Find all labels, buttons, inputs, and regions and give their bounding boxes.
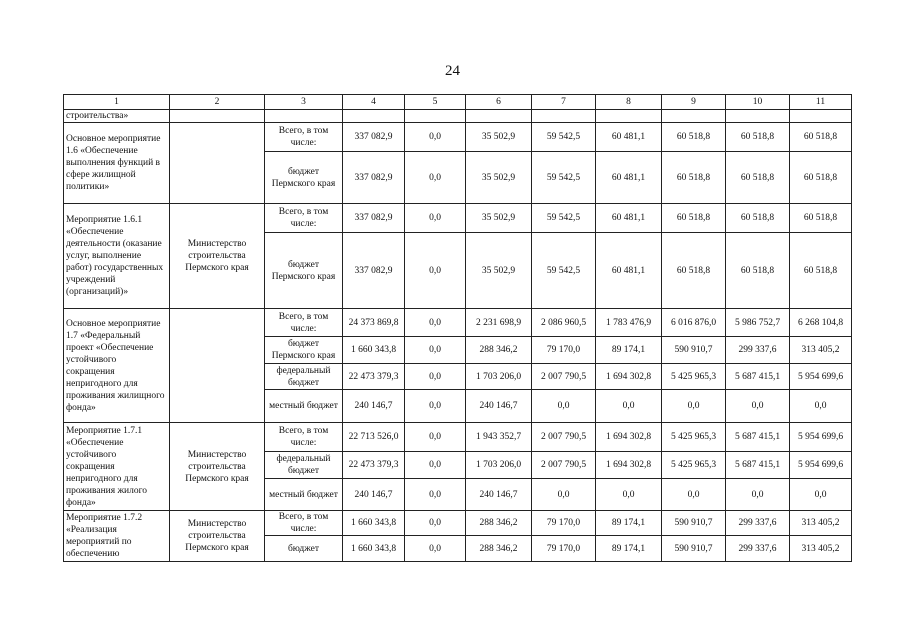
funding-source: федеральный бюджет [265, 364, 343, 390]
column-header: 10 [726, 95, 790, 110]
amount-cell: 0,0 [532, 390, 596, 423]
amount-cell: 0,0 [596, 390, 662, 423]
executor [170, 123, 265, 204]
amount-cell: 60 518,8 [790, 204, 852, 233]
amount-cell: 2 007 790,5 [532, 364, 596, 390]
amount-cell: 240 146,7 [466, 479, 532, 511]
amount-cell: 0,0 [790, 390, 852, 423]
amount-cell: 1 694 302,8 [596, 452, 662, 479]
funding-source: бюджет Пермского края [265, 152, 343, 204]
table-row [64, 123, 852, 152]
activity-name: Мероприятие 1.6.1 «Обеспечение деятельности (оказание услуг, выполнение работ) государственных учреждений (организаций)» [64, 204, 170, 309]
amount-cell: 5 425 965,3 [662, 364, 726, 390]
amount-cell: 79 170,0 [532, 337, 596, 364]
amount-cell: 337 082,9 [343, 204, 405, 233]
column-header: 3 [265, 95, 343, 110]
amount-cell: 313 405,2 [790, 536, 852, 562]
amount-cell: 0,0 [726, 479, 790, 511]
amount-cell: 60 518,8 [726, 152, 790, 204]
column-header: 1 [64, 95, 170, 110]
amount-cell: 5 954 699,6 [790, 452, 852, 479]
amount-cell: 5 954 699,6 [790, 364, 852, 390]
table-row [64, 204, 852, 233]
amount-cell: 0,0 [405, 233, 466, 309]
empty-cell [466, 110, 532, 123]
amount-cell: 590 910,7 [662, 337, 726, 364]
amount-cell: 2 086 960,5 [532, 309, 596, 337]
table-row [64, 511, 852, 536]
amount-cell: 59 542,5 [532, 233, 596, 309]
funding-source: местный бюджет [265, 390, 343, 423]
continuation-row [64, 110, 852, 123]
executor [170, 309, 265, 423]
amount-cell: 5 687 415,1 [726, 423, 790, 452]
amount-cell: 60 518,8 [790, 152, 852, 204]
amount-cell: 288 346,2 [466, 337, 532, 364]
activity-name: Основное мероприятие 1.6 «Обеспечение выполнения функций в сфере жилищной политики» [64, 123, 170, 204]
amount-cell: 60 518,8 [662, 204, 726, 233]
amount-cell: 24 373 869,8 [343, 309, 405, 337]
amount-cell: 60 481,1 [596, 233, 662, 309]
amount-cell: 2 007 790,5 [532, 423, 596, 452]
amount-cell: 79 170,0 [532, 511, 596, 536]
amount-cell: 35 502,9 [466, 152, 532, 204]
empty-cell [170, 110, 265, 123]
executor: Министерство строительства Пермского края [170, 423, 265, 511]
table-body [64, 95, 852, 562]
activity-name: Мероприятие 1.7.2 «Реализация мероприятий по обеспечению [64, 511, 170, 562]
table-row [64, 423, 852, 452]
amount-cell: 5 425 965,3 [662, 452, 726, 479]
amount-cell: 89 174,1 [596, 511, 662, 536]
amount-cell: 590 910,7 [662, 536, 726, 562]
amount-cell: 60 518,8 [662, 152, 726, 204]
amount-cell: 60 481,1 [596, 123, 662, 152]
amount-cell: 6 268 104,8 [790, 309, 852, 337]
funding-source: Всего, в том числе: [265, 204, 343, 233]
amount-cell: 0,0 [405, 204, 466, 233]
amount-cell: 299 337,6 [726, 511, 790, 536]
column-header: 9 [662, 95, 726, 110]
amount-cell: 1 660 343,8 [343, 536, 405, 562]
amount-cell: 0,0 [405, 452, 466, 479]
amount-cell: 1 660 343,8 [343, 337, 405, 364]
funding-source: федеральный бюджет [265, 452, 343, 479]
amount-cell: 5 687 415,1 [726, 452, 790, 479]
amount-cell: 79 170,0 [532, 536, 596, 562]
empty-cell [662, 110, 726, 123]
amount-cell: 0,0 [662, 479, 726, 511]
amount-cell: 590 910,7 [662, 511, 726, 536]
empty-cell [405, 110, 466, 123]
amount-cell: 60 518,8 [790, 123, 852, 152]
amount-cell: 35 502,9 [466, 233, 532, 309]
amount-cell: 1 943 352,7 [466, 423, 532, 452]
empty-cell [343, 110, 405, 123]
column-header: 5 [405, 95, 466, 110]
amount-cell: 288 346,2 [466, 511, 532, 536]
amount-cell: 313 405,2 [790, 511, 852, 536]
amount-cell: 60 518,8 [662, 123, 726, 152]
amount-cell: 60 518,8 [726, 233, 790, 309]
column-header: 6 [466, 95, 532, 110]
column-number-row [64, 95, 852, 110]
amount-cell: 299 337,6 [726, 536, 790, 562]
amount-cell: 1 660 343,8 [343, 511, 405, 536]
amount-cell: 337 082,9 [343, 152, 405, 204]
amount-cell: 60 518,8 [726, 204, 790, 233]
amount-cell: 89 174,1 [596, 536, 662, 562]
amount-cell: 5 425 965,3 [662, 423, 726, 452]
amount-cell: 299 337,6 [726, 337, 790, 364]
column-header: 8 [596, 95, 662, 110]
executor: Министерство строительства Пермского края [170, 204, 265, 309]
funding-source: бюджет [265, 536, 343, 562]
amount-cell: 240 146,7 [343, 479, 405, 511]
amount-cell: 0,0 [405, 479, 466, 511]
amount-cell: 0,0 [405, 337, 466, 364]
column-header: 7 [532, 95, 596, 110]
column-header: 4 [343, 95, 405, 110]
table-row [64, 309, 852, 337]
amount-cell: 59 542,5 [532, 152, 596, 204]
amount-cell: 59 542,5 [532, 123, 596, 152]
amount-cell: 89 174,1 [596, 337, 662, 364]
executor: Министерство строительства Пермского края [170, 511, 265, 562]
activity-name: Мероприятие 1.7.1 «Обеспечение устойчивого сокращения непригодного для проживания жилого фонда» [64, 423, 170, 511]
funding-source: бюджет Пермского края [265, 233, 343, 309]
amount-cell: 60 518,8 [726, 123, 790, 152]
amount-cell: 60 481,1 [596, 204, 662, 233]
empty-cell [726, 110, 790, 123]
empty-cell [790, 110, 852, 123]
amount-cell: 337 082,9 [343, 123, 405, 152]
amount-cell: 240 146,7 [466, 390, 532, 423]
empty-cell [596, 110, 662, 123]
amount-cell: 5 954 699,6 [790, 423, 852, 452]
funding-source: Всего, в том числе: [265, 423, 343, 452]
amount-cell: 240 146,7 [343, 390, 405, 423]
amount-cell: 22 713 526,0 [343, 423, 405, 452]
amount-cell: 35 502,9 [466, 204, 532, 233]
amount-cell: 0,0 [405, 390, 466, 423]
continuation-text: строительства» [64, 110, 170, 123]
amount-cell: 0,0 [790, 479, 852, 511]
amount-cell: 60 518,8 [662, 233, 726, 309]
funding-source: Всего, в том числе: [265, 123, 343, 152]
amount-cell: 0,0 [405, 364, 466, 390]
amount-cell: 0,0 [405, 423, 466, 452]
amount-cell: 5 986 752,7 [726, 309, 790, 337]
amount-cell: 1 703 206,0 [466, 364, 532, 390]
funding-source: Всего, в том числе: [265, 511, 343, 536]
amount-cell: 0,0 [662, 390, 726, 423]
amount-cell: 5 687 415,1 [726, 364, 790, 390]
amount-cell: 35 502,9 [466, 123, 532, 152]
amount-cell: 2 007 790,5 [532, 452, 596, 479]
page-number: 24 [445, 63, 460, 79]
amount-cell: 0,0 [405, 511, 466, 536]
amount-cell: 313 405,2 [790, 337, 852, 364]
budget-table [63, 94, 852, 562]
column-header: 11 [790, 95, 852, 110]
activity-name: Основное мероприятие 1.7 «Федеральный проект «Обеспечение устойчивого сокращения непригодного для проживания жилищного фонда» [64, 309, 170, 423]
amount-cell: 1 694 302,8 [596, 423, 662, 452]
amount-cell: 22 473 379,3 [343, 364, 405, 390]
amount-cell: 1 703 206,0 [466, 452, 532, 479]
amount-cell: 22 473 379,3 [343, 452, 405, 479]
amount-cell: 0,0 [405, 309, 466, 337]
empty-cell [265, 110, 343, 123]
amount-cell: 60 518,8 [790, 233, 852, 309]
amount-cell: 0,0 [726, 390, 790, 423]
amount-cell: 1 783 476,9 [596, 309, 662, 337]
amount-cell: 0,0 [532, 479, 596, 511]
funding-source: Всего, в том числе: [265, 309, 343, 337]
amount-cell: 6 016 876,0 [662, 309, 726, 337]
funding-source: бюджет Пермского края [265, 337, 343, 364]
column-header: 2 [170, 95, 265, 110]
amount-cell: 2 231 698,9 [466, 309, 532, 337]
amount-cell: 0,0 [405, 152, 466, 204]
amount-cell: 0,0 [405, 536, 466, 562]
amount-cell: 288 346,2 [466, 536, 532, 562]
amount-cell: 0,0 [405, 123, 466, 152]
amount-cell: 337 082,9 [343, 233, 405, 309]
empty-cell [532, 110, 596, 123]
amount-cell: 0,0 [596, 479, 662, 511]
amount-cell: 60 481,1 [596, 152, 662, 204]
amount-cell: 1 694 302,8 [596, 364, 662, 390]
amount-cell: 59 542,5 [532, 204, 596, 233]
funding-source: местный бюджет [265, 479, 343, 511]
